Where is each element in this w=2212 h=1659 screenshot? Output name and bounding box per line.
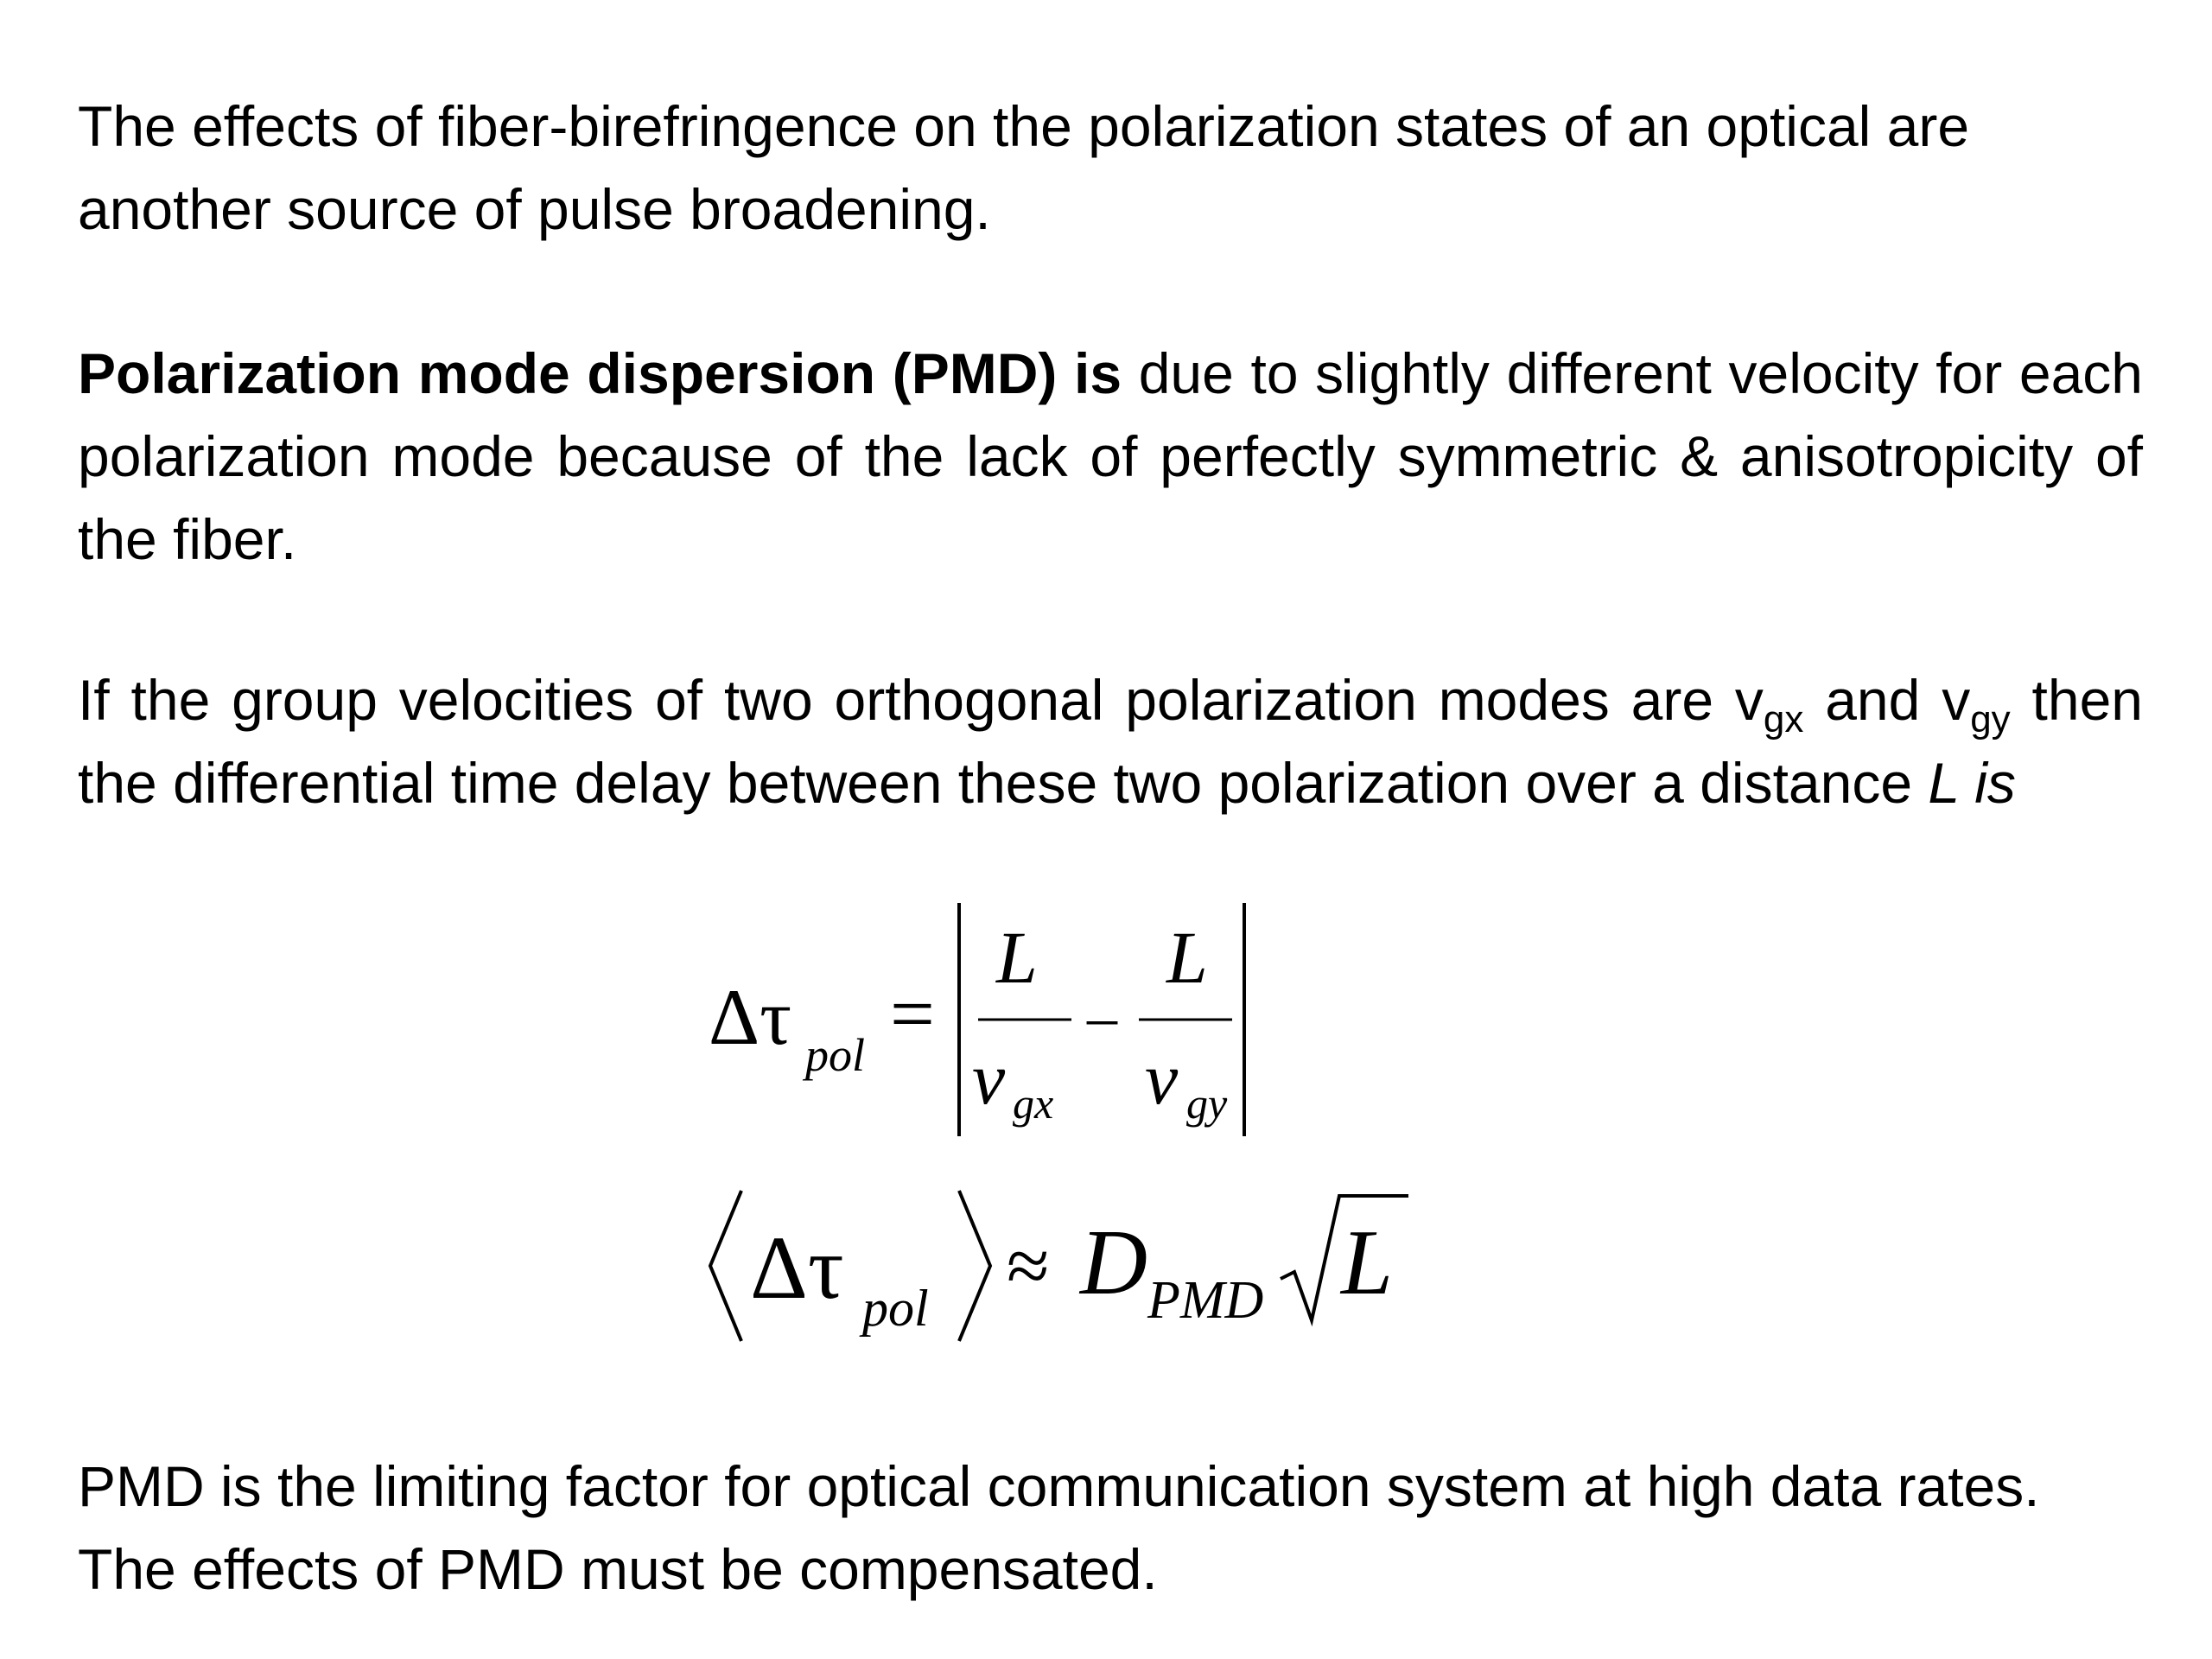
intro-text: The effects of fiber-birefringence on the polarization states of an optical are another source of pulse broadening. <box>78 94 1970 241</box>
eq1-minus: – <box>1087 984 1117 1051</box>
eq1-numerator-2: L <box>1166 916 1208 999</box>
gv-distance-L: L <box>1928 751 1959 815</box>
eq1-delta-tau: Δτ <box>709 973 792 1061</box>
intro-paragraph <box>78 85 2143 251</box>
gv-text-c: then the differential time delay between these two polarization over a distance <box>78 668 2143 815</box>
pmd-definition-paragraph <box>78 332 2143 581</box>
group-velocity-paragraph <box>78 658 2143 824</box>
eq2-delta-tau: Δτ <box>750 1218 844 1318</box>
eq1-denominator-1-subscript: gx <box>1013 1079 1054 1128</box>
gv-text-is: is <box>1958 751 2016 815</box>
eq1-denominator-2-subscript: gy <box>1186 1079 1228 1128</box>
eq1-denominator-2: v <box>1145 1037 1179 1120</box>
pmd-limitation-paragraph <box>78 1445 2143 1611</box>
pmd-definition-text: due to slightly different velocity for each polarization mode because of the lack of perfectly symmetric & anisotropicity of the fiber. <box>78 341 2144 571</box>
equation-differential-delay <box>709 899 1262 1141</box>
eq1-equals: = <box>890 969 935 1058</box>
eq2-subscript-pol: pol <box>862 1280 929 1337</box>
eq1-numerator-1: L <box>996 916 1038 999</box>
eq2-subscript-PMD: PMD <box>1147 1271 1264 1330</box>
gv-text-b: and v <box>1803 668 1971 732</box>
pmd-term: Polarization mode dispersion (PMD) is <box>78 341 1122 405</box>
gv-subscript-gy: gy <box>1970 698 2011 741</box>
gv-text-a: If the group velocities of two orthogonal polarization modes are v <box>78 668 1764 732</box>
eq1-subscript-pol: pol <box>805 1029 866 1081</box>
eq2-L: L <box>1341 1211 1394 1314</box>
pmd-limitation-text: PMD is the limiting factor for optical communication system at high data rates. The effects of PMD must be compensated. <box>78 1454 2040 1601</box>
eq1-denominator-1: v <box>972 1037 1006 1120</box>
eq2-D: D <box>1080 1211 1147 1314</box>
equation-mean-pmd <box>700 1184 1426 1357</box>
gv-subscript-gx: gx <box>1763 698 1804 741</box>
eq2-approx: ≈ <box>1007 1224 1050 1309</box>
